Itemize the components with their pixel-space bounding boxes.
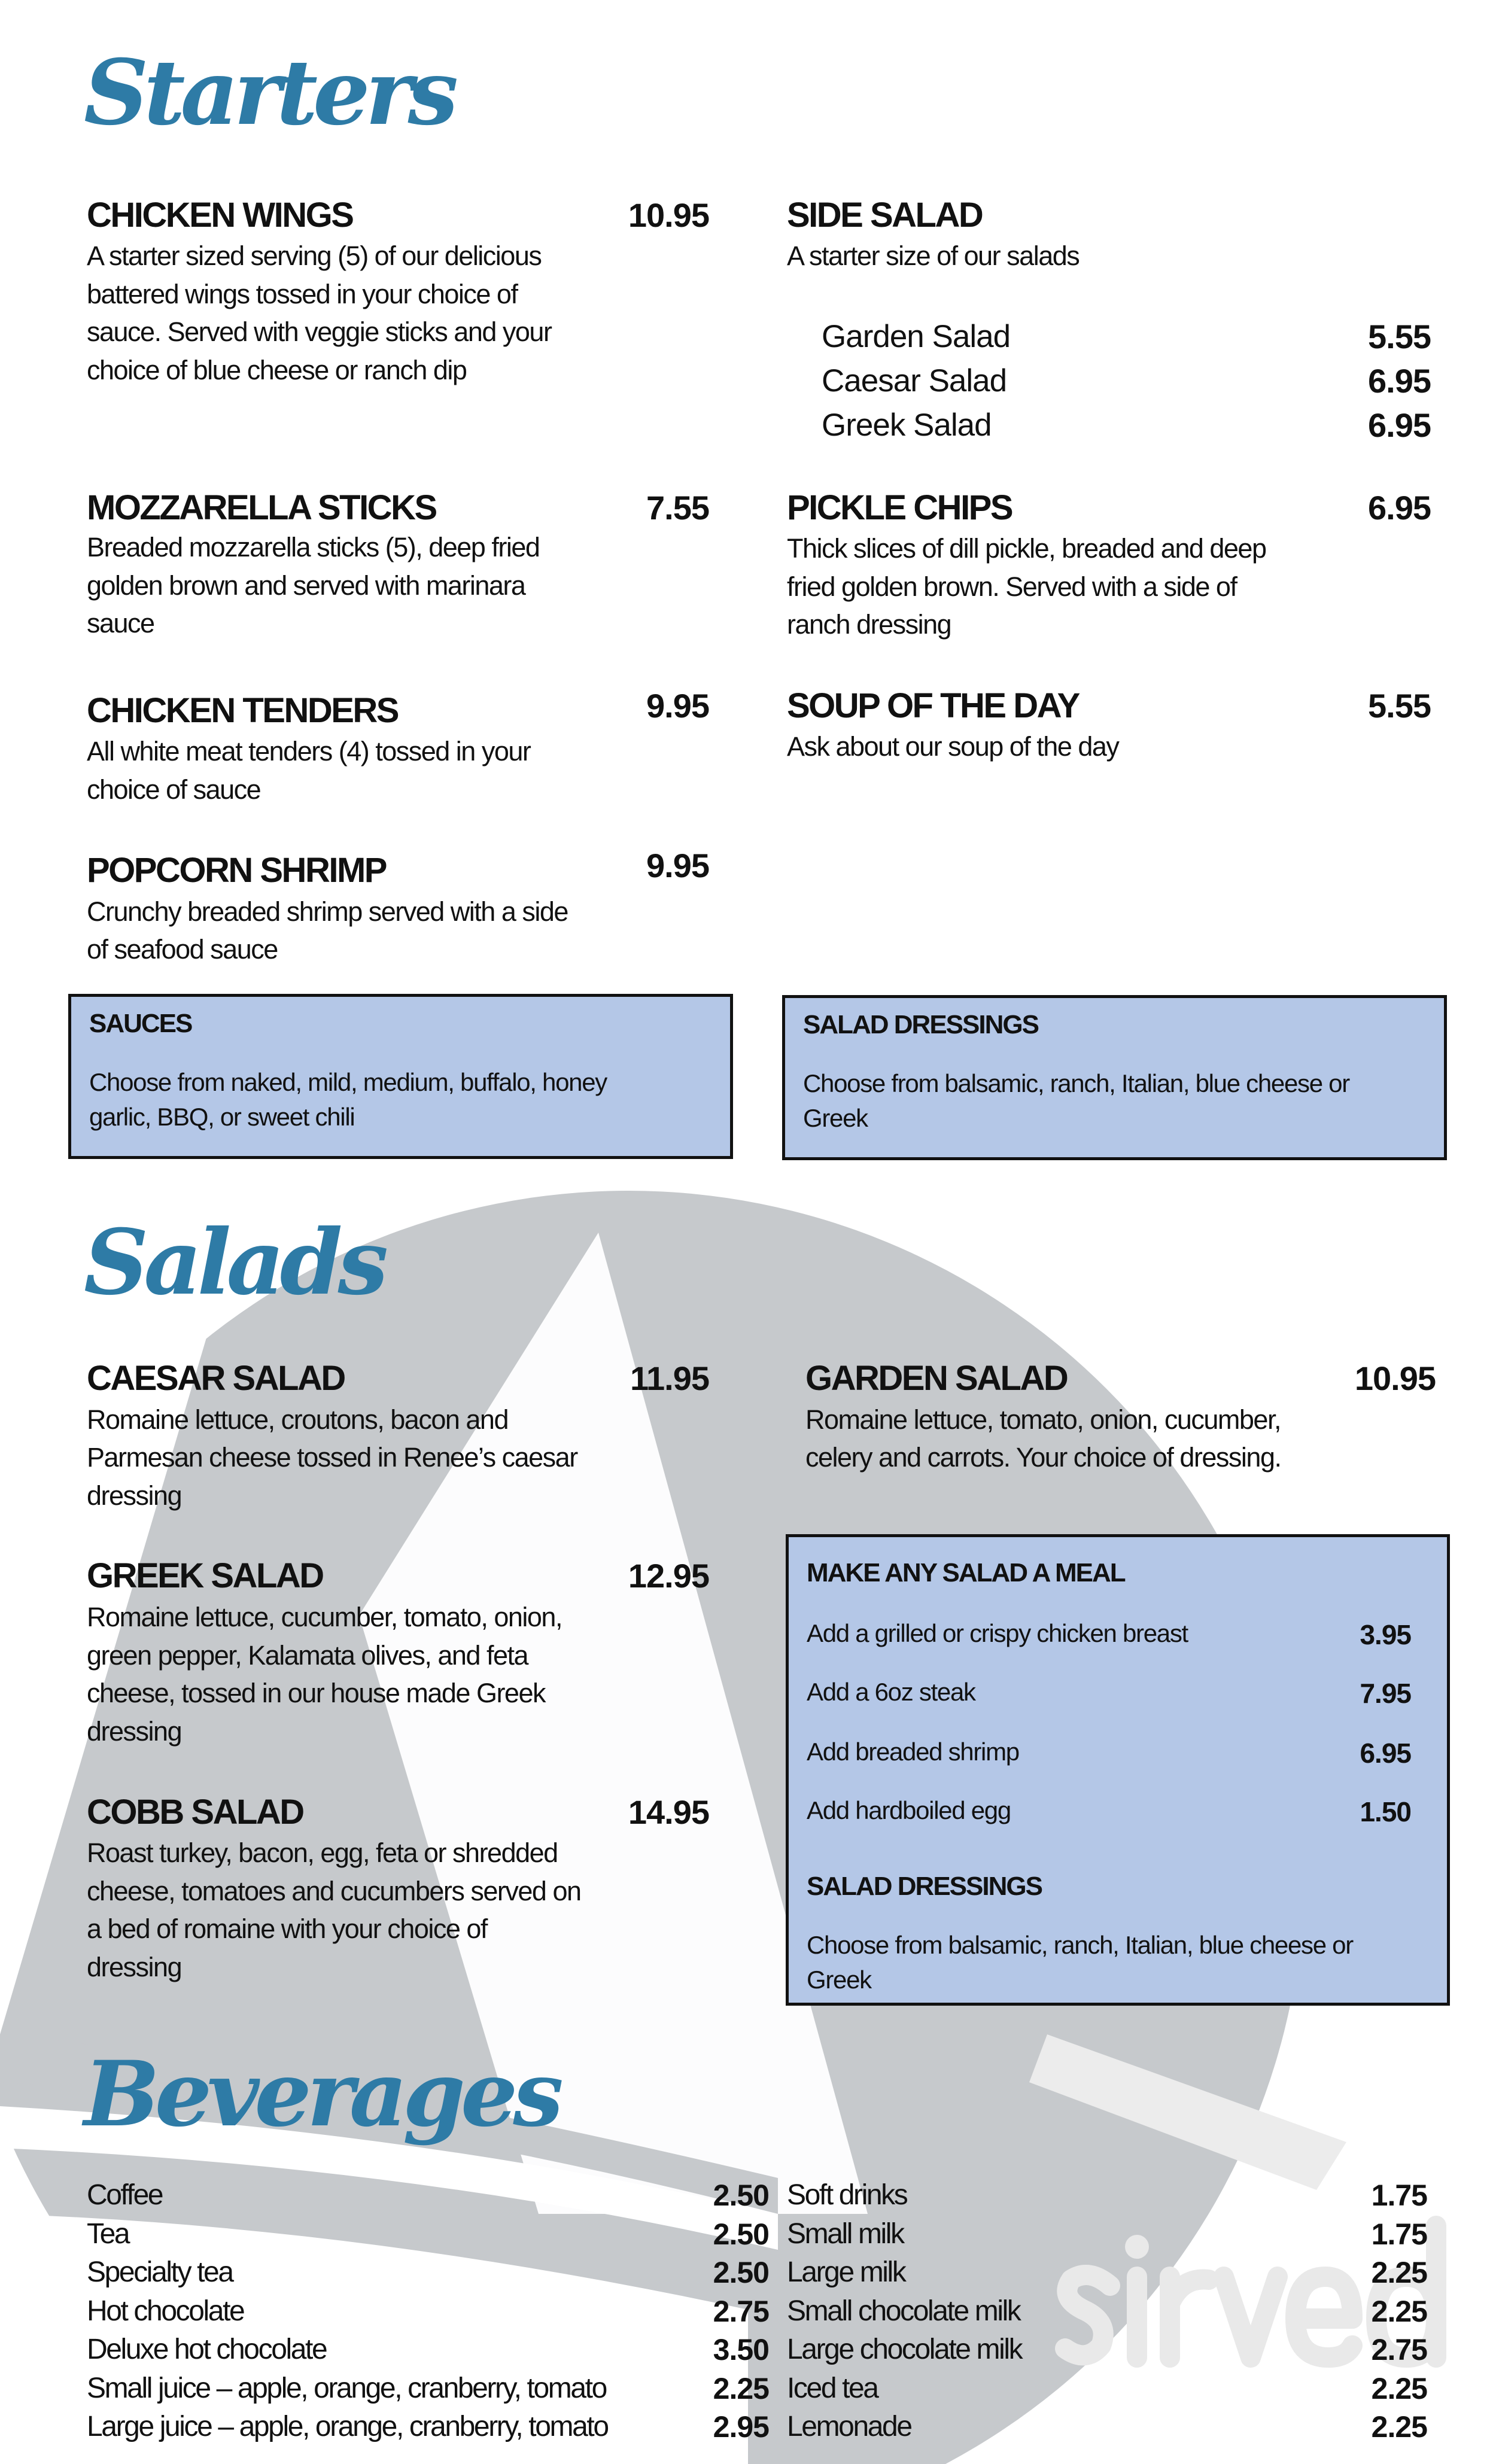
item-desc: All white meat tenders (4) tossed in your [87,736,531,766]
item-desc: sauce. Served with veggie sticks and your [87,317,552,347]
item-title: CHICKEN WINGS [87,196,353,235]
item-desc: Thick slices of dill pickle, breaded and deep [787,533,1266,564]
item-desc: A starter size of our salads [787,241,1080,271]
item-desc: Romaine lettuce, croutons, bacon and [87,1404,508,1435]
add-on-name: Add breaded shrimp [807,1738,1019,1766]
add-on-name: Add a 6oz steak [807,1678,975,1706]
item-desc: battered wings tossed in your choice of [87,279,518,309]
item-desc: dressing [87,1952,182,1982]
beverage-name: Coffee [87,2179,163,2211]
beverage-name: Large chocolate milk [787,2334,1022,2365]
item-desc: A starter sized serving (5) of our delicious [87,241,542,271]
item-price: 12.95 [628,1557,709,1595]
side-salad-option: Garden Salad [822,319,1011,354]
item-desc: golden brown and served with marinara [87,570,525,601]
beverage-price: 2.50 [713,2179,769,2212]
box-text: Choose from naked, mild, medium, buffalo, honey [89,1068,607,1096]
beverage-price: 2.95 [713,2410,769,2444]
item-price: 9.95 [646,847,709,884]
box-text: Choose from balsamic, ranch, Italian, blue cheese or [803,1069,1349,1097]
box-title: SAUCES [89,1009,192,1038]
item-title: CHICKEN TENDERS [87,691,398,730]
side-salad-option: Caesar Salad [822,363,1007,399]
box-title: SALAD DRESSINGS [807,1872,1042,1901]
item-title: POPCORN SHRIMP [87,851,386,890]
item-desc: ranch dressing [787,609,951,640]
beverage-name: Deluxe hot chocolate [87,2334,327,2365]
beverage-name: Small milk [787,2217,904,2250]
salad-dressings-box [782,995,1447,1160]
make-salad-meal-box [786,1534,1450,2006]
beverage-price: 1.75 [1371,2217,1427,2251]
item-price: 10.95 [628,196,709,234]
beverage-price: 2.75 [1371,2333,1427,2366]
item-title: COBB SALAD [87,1793,303,1832]
item-price: 5.55 [1368,687,1431,725]
item-title: SOUP OF THE DAY [787,686,1079,725]
beverage-price: 2.50 [713,2217,769,2251]
add-on-price: 6.95 [1360,1738,1411,1769]
box-title: SALAD DRESSINGS [803,1010,1038,1039]
item-desc: dressing [87,1716,182,1747]
item-desc: Romaine lettuce, tomato, onion, cucumber, [805,1404,1281,1435]
add-on-price: 7.95 [1360,1678,1411,1709]
beverages-heading: Beverages [84,2042,559,2147]
item-desc: cheese, tomatoes and cucumbers served on [87,1876,581,1906]
beverage-name: Specialty tea [87,2256,233,2288]
item-title: GREEK SALAD [87,1556,323,1595]
side-salad-option: Greek Salad [822,407,992,443]
item-desc: a bed of romaine with your choice of [87,1914,487,1944]
item-desc: of seafood sauce [87,934,278,965]
item-desc: celery and carrots. Your choice of dressing. [805,1442,1281,1473]
beverage-price: 3.50 [713,2333,769,2366]
item-title: GARDEN SALAD [805,1359,1068,1398]
side-salad-price: 5.55 [1368,318,1431,355]
beverage-price: 2.25 [1371,2256,1427,2289]
salads-heading: Salads [84,1210,384,1315]
item-desc: Parmesan cheese tossed in Renee’s caesar [87,1442,577,1473]
beverage-name: Iced tea [787,2372,878,2404]
add-on-name: Add a grilled or crispy chicken breast [807,1619,1188,1647]
item-desc: dressing [87,1480,182,1511]
item-desc: fried golden brown. Served with a side of [787,571,1237,602]
beverage-price: 2.25 [1371,2371,1427,2405]
item-desc: Romaine lettuce, cucumber, tomato, onion, [87,1602,562,1632]
box-text: Greek [803,1104,868,1132]
item-desc: Ask about our soup of the day [787,731,1119,762]
beverage-price: 2.25 [1371,2410,1427,2444]
beverage-name: Soft drinks [787,2179,907,2211]
item-title: SIDE SALAD [787,196,983,235]
box-text: Choose from balsamic, ranch, Italian, blue cheese or [807,1931,1353,1959]
beverage-name: Tea [87,2217,129,2250]
starters-heading: Starters [84,40,454,145]
beverage-name: Large juice – apple, orange, cranberry, tomato [87,2411,608,2442]
beverage-name: Lemonade [787,2411,911,2442]
sauces-box [68,994,733,1159]
item-desc: Crunchy breaded shrimp served with a side [87,896,568,927]
item-title: CAESAR SALAD [87,1359,345,1398]
side-salad-price: 6.95 [1368,362,1431,400]
item-price: 6.95 [1368,489,1431,527]
box-text: garlic, BBQ, or sweet chili [89,1103,355,1131]
item-desc: choice of sauce [87,774,261,805]
beverage-price: 2.25 [1371,2294,1427,2328]
item-price: 10.95 [1354,1359,1436,1397]
beverage-name: Small chocolate milk [787,2295,1020,2327]
add-on-price: 3.95 [1360,1619,1411,1650]
item-title: MOZZARELLA STICKS [87,488,436,527]
beverage-name: Hot chocolate [87,2295,244,2327]
box-text: Greek [807,1966,871,1994]
add-on-price: 1.50 [1360,1796,1411,1827]
beverage-price: 2.25 [713,2371,769,2405]
beverage-price: 2.75 [713,2294,769,2328]
item-title: PICKLE CHIPS [787,488,1012,527]
side-salad-price: 6.95 [1368,406,1431,444]
beverage-price: 1.75 [1371,2179,1427,2212]
item-desc: Breaded mozzarella sticks (5), deep fried [87,532,540,562]
item-desc: choice of blue cheese or ranch dip [87,355,467,385]
beverage-price: 2.50 [713,2256,769,2289]
item-desc: green pepper, Kalamata olives, and feta [87,1640,528,1671]
beverage-name: Small juice – apple, orange, cranberry, tomato [87,2372,606,2404]
item-price: 7.55 [646,489,709,527]
item-price: 11.95 [630,1359,709,1397]
item-desc: sauce [87,608,154,638]
item-price: 9.95 [646,687,709,725]
item-desc: cheese, tossed in our house made Greek [87,1678,545,1708]
item-price: 14.95 [628,1793,709,1831]
item-desc: Roast turkey, bacon, egg, feta or shredded [87,1838,558,1868]
add-on-name: Add hardboiled egg [807,1796,1011,1824]
box-title: MAKE ANY SALAD A MEAL [807,1558,1125,1587]
beverage-name: Large milk [787,2256,905,2288]
